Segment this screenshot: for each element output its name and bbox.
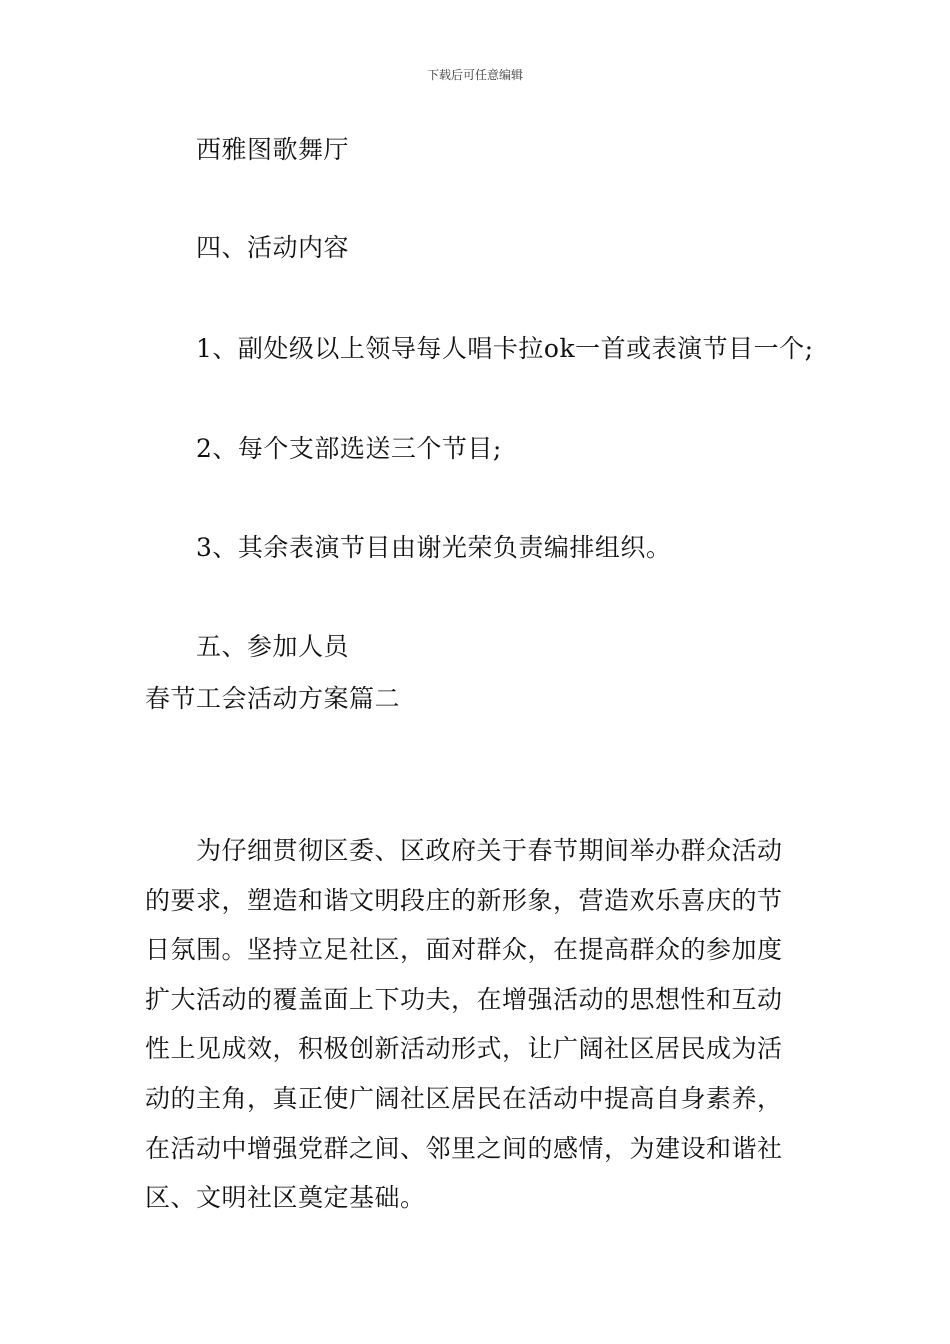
list-item: 3、其余表演节目由谢光荣负责编排组织。: [196, 533, 672, 562]
heading-activity-content: 四、活动内容: [196, 233, 350, 262]
list-item: 1、副处级以上领导每人唱卡拉ok一首或表演节目一个;: [196, 334, 814, 363]
paragraph-line: 日氛围。坚持立足社区，面对群众，在提高群众的参加度: [145, 935, 783, 965]
paragraph-line: 的要求，塑造和谐文明段庄的新形象，营造欢乐喜庆的节: [145, 885, 783, 915]
heading-participants: 五、参加人员: [196, 632, 350, 661]
paragraph-line: 区、文明社区奠定基础。: [145, 1183, 426, 1213]
paragraph-line: 在活动中增强党群之间、邻里之间的感情，为建设和谐社: [145, 1133, 783, 1163]
paragraph-line: 性上见成效，积极创新活动形式，让广阔社区居民成为活: [145, 1034, 783, 1064]
page-header-note: 下载后可任意编辑: [426, 68, 523, 82]
body-paragraph: [145, 826, 815, 1223]
paragraph-line: 扩大活动的覆盖面上下功夫，在增强活动的思想性和互动: [145, 984, 783, 1014]
section-title: 春节工会活动方案篇二: [145, 684, 401, 713]
paragraph-line: 动的主角，真正使广阔社区居民在活动中提高自身素养，: [145, 1083, 783, 1113]
paragraph-line: 为仔细贯彻区委、区政府关于春节期间举办群众活动: [196, 836, 783, 865]
list-item: 2、每个支部选送三个节目;: [196, 434, 502, 463]
venue-text: 西雅图歌舞厅: [196, 135, 350, 164]
